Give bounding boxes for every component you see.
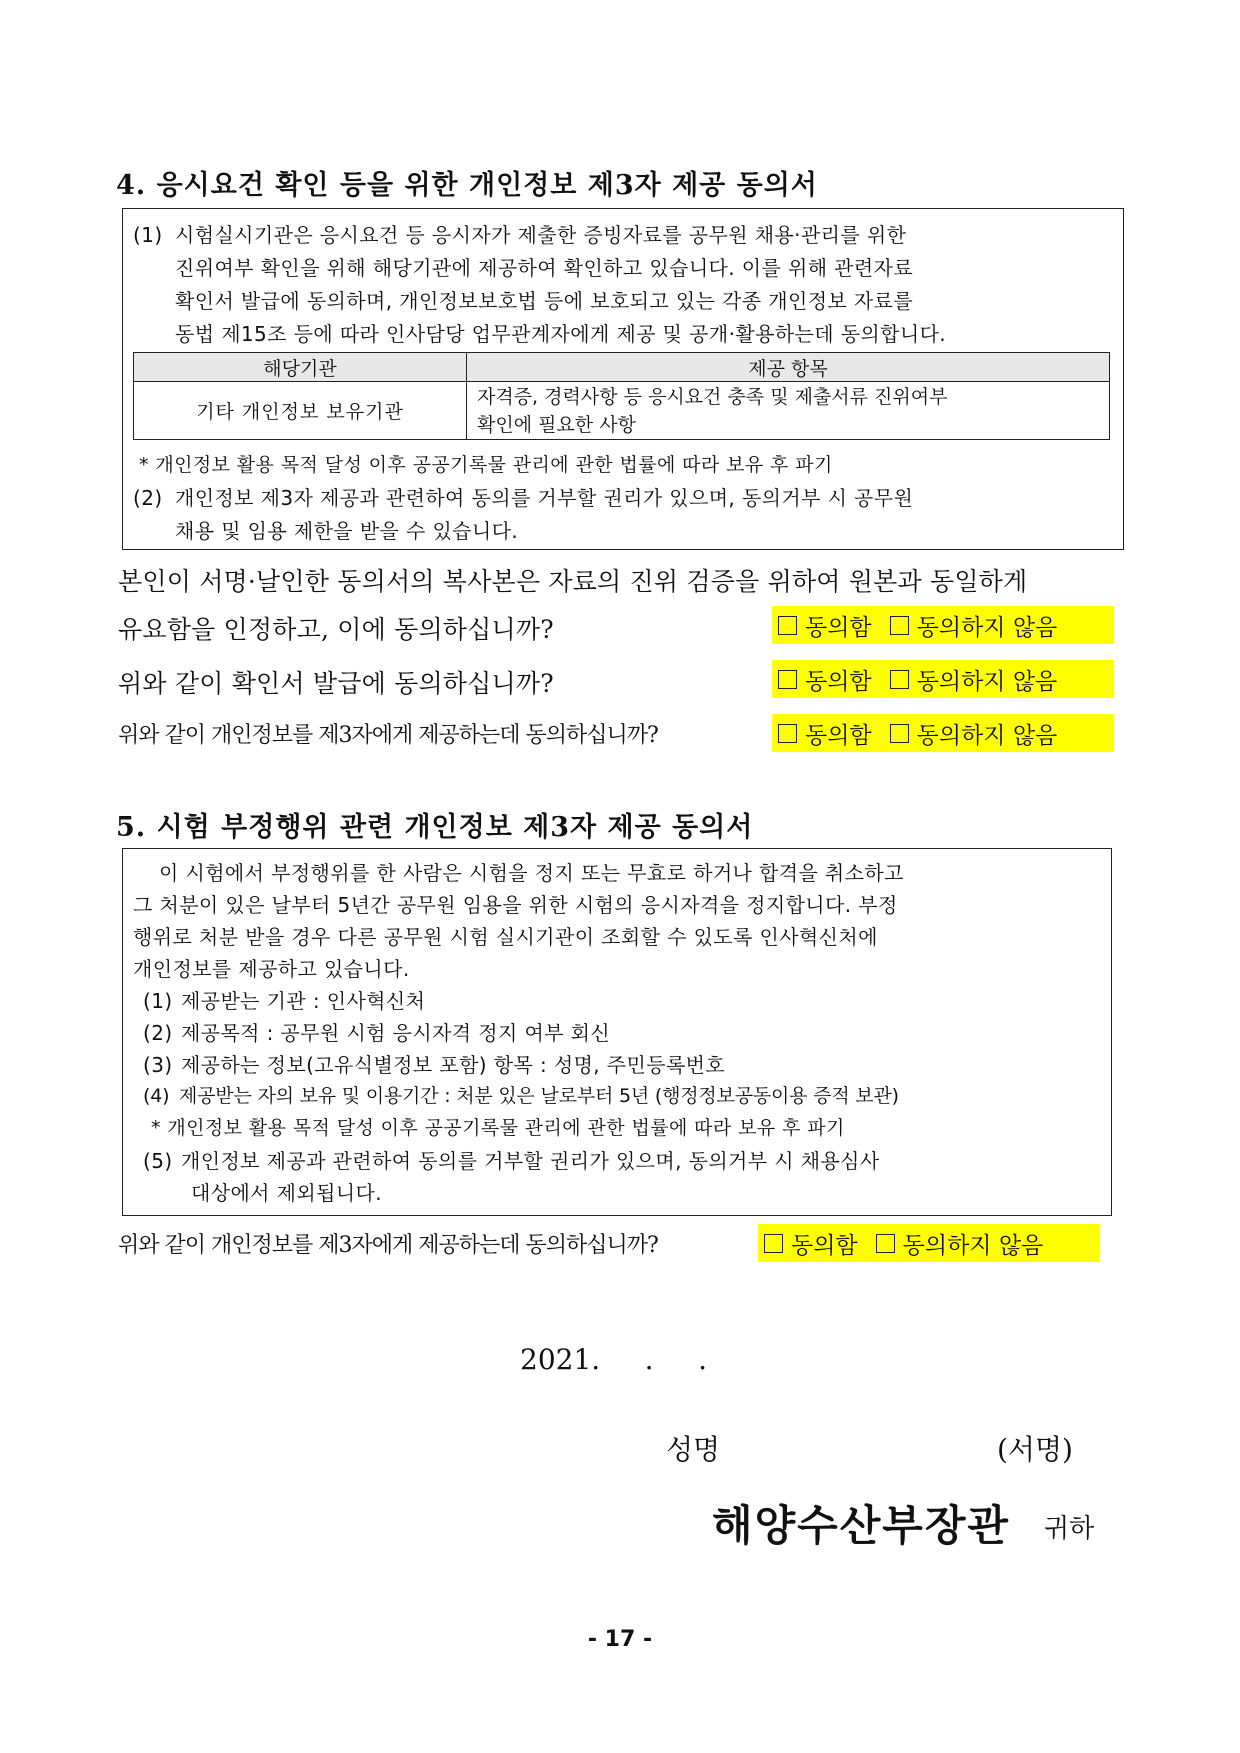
q3-disagree-checkbox[interactable]	[890, 724, 909, 743]
section4-title: 4. 응시요건 확인 등을 위한 개인정보 제3자 제공 동의서	[116, 170, 818, 201]
s5-agree-checkbox[interactable]	[764, 1234, 783, 1253]
section4-item2-line2: 채용 및 임용 제한을 받을 수 있습니다.	[175, 519, 519, 543]
q2-agree-checkbox[interactable]	[778, 670, 797, 689]
recipient-honorific: 귀하	[1044, 1514, 1095, 1544]
section5-title: 5. 시험 부정행위 관련 개인정보 제3자 제공 동의서	[116, 812, 754, 843]
q2-disagree-label: 동의하지 않음	[916, 668, 1058, 695]
section5-item3: (3) 제공하는 정보(고유식별정보 포함) 항목 : 성명, 주민등록번호	[143, 1053, 726, 1077]
signature-name-label: 성명	[666, 1433, 721, 1466]
q1-agree-checkbox[interactable]	[778, 616, 797, 635]
section5-item1: (1) 제공받는 기관 : 인사혁신처	[143, 989, 426, 1013]
section5-item5-line2: 대상에서 제외됩니다.	[191, 1181, 382, 1205]
section5-question: 위와 같이 개인정보를 제3자에게 제공하는데 동의하십니까?	[118, 1233, 658, 1258]
q3-agree-label: 동의함	[805, 722, 872, 749]
section4-item2-num: (2)	[133, 486, 163, 510]
section5-consent-options	[758, 1224, 1100, 1262]
section4-item2-line1: (2) 개인정보 제3자 제공과 관련하여 동의를 거부할 권리가 있으며, 동의거부 시 공무원	[133, 486, 914, 510]
section5-intro-line4: 개인정보를 제공하고 있습니다.	[133, 957, 410, 981]
section5-item2: (2) 제공목적 : 공무원 시험 응시자격 정지 여부 회신	[143, 1021, 611, 1045]
q3-disagree-label: 동의하지 않음	[916, 722, 1058, 749]
q3-consent-options	[772, 714, 1114, 752]
q2-disagree-checkbox[interactable]	[890, 670, 909, 689]
q2-consent-options	[772, 660, 1114, 698]
s5-disagree-label: 동의하지 않음	[902, 1232, 1044, 1259]
q3-agree-checkbox[interactable]	[778, 724, 797, 743]
s5-agree-label: 동의함	[791, 1232, 858, 1259]
q1-line2: 유요함을 인정하고, 이에 동의하십니까?	[118, 615, 554, 644]
q1-disagree-checkbox[interactable]	[890, 616, 909, 635]
section5-note: * 개인정보 활용 목적 달성 이후 공공기록물 관리에 관한 법률에 따라 보유 후 파기	[151, 1117, 845, 1139]
q2-text: 위와 같이 확인서 발급에 동의하십니까?	[118, 669, 554, 698]
section4-item1-line2: 진위여부 확인을 위해 해당기관에 제공하여 확인하고 있습니다. 이를 위해 관련자료	[175, 256, 914, 280]
table-cell-agency: 기타 개인정보 보유기관	[134, 382, 467, 440]
section5-box	[122, 848, 1112, 1216]
section5-item5-line1: (5) 개인정보 제공과 관련하여 동의를 거부할 권리가 있으며, 동의거부 시 채용심사	[143, 1149, 880, 1173]
page-number: - 17 -	[587, 1627, 653, 1652]
q1-consent-options	[772, 606, 1114, 644]
table-header-agency: 해당기관	[134, 353, 467, 382]
section5-intro-line1: 이 시험에서 부정행위를 한 사람은 시험을 정지 또는 무효로 하거나 합격을 취소하고	[159, 861, 904, 885]
q2-agree-label: 동의함	[805, 668, 872, 695]
section4-note: * 개인정보 활용 목적 달성 이후 공공기록물 관리에 관한 법률에 따라 보유 후 파기	[139, 454, 833, 476]
signature-date: 2021. . .	[520, 1343, 707, 1376]
recipient-title: 해양수산부장관	[712, 1501, 1011, 1550]
section5-intro-line3: 행위로 처분 받을 경우 다른 공무원 시험 실시기관이 조회할 수 있도록 인사혁신처에	[133, 925, 878, 949]
signature-sign-label[interactable]: (서명)	[997, 1433, 1073, 1466]
section4-item1-line4: 동법 제15조 등에 따라 인사담당 업무관계자에게 제공 및 공개·활용하는데 동의합니다.	[175, 322, 947, 346]
section4-box	[122, 208, 1124, 550]
q1-disagree-label: 동의하지 않음	[916, 614, 1058, 641]
s5-disagree-checkbox[interactable]	[876, 1234, 895, 1253]
section5-item4: (4) 제공받는 자의 보유 및 이용기간 : 처분 있은 날로부터 5년 (행정정보공동이용 증적 보관)	[143, 1085, 899, 1107]
table-header-items: 제공 항목	[467, 353, 1110, 382]
section5-item5-num: (5)	[143, 1149, 173, 1173]
table-cell-items: 자격증, 경력사항 등 응시요건 충족 및 제출서류 진위여부 확인에 필요한 사항	[467, 382, 1110, 440]
q1-agree-label: 동의함	[805, 614, 872, 641]
section5-intro-line2: 그 처분이 있은 날부터 5년간 공무원 임용을 위한 시험의 응시자격을 정지합니다. 부정	[133, 893, 898, 917]
section4-item1-num: (1)	[133, 223, 163, 247]
section4-item1-line3: 확인서 발급에 동의하며, 개인정보보호법 등에 보호되고 있는 각종 개인정보 자료를	[175, 289, 914, 313]
section4-item1-line1: (1) 시험실시기관은 응시요건 등 응시자가 제출한 증빙자료를 공무원 채용·관리를 위한	[133, 223, 907, 247]
section4-table	[133, 352, 1110, 440]
q1-line1: 본인이 서명·날인한 동의서의 복사본은 자료의 진위 검증을 위하여 원본과 동일하게	[118, 567, 1028, 596]
q3-text: 위와 같이 개인정보를 제3자에게 제공하는데 동의하십니까?	[118, 723, 658, 748]
